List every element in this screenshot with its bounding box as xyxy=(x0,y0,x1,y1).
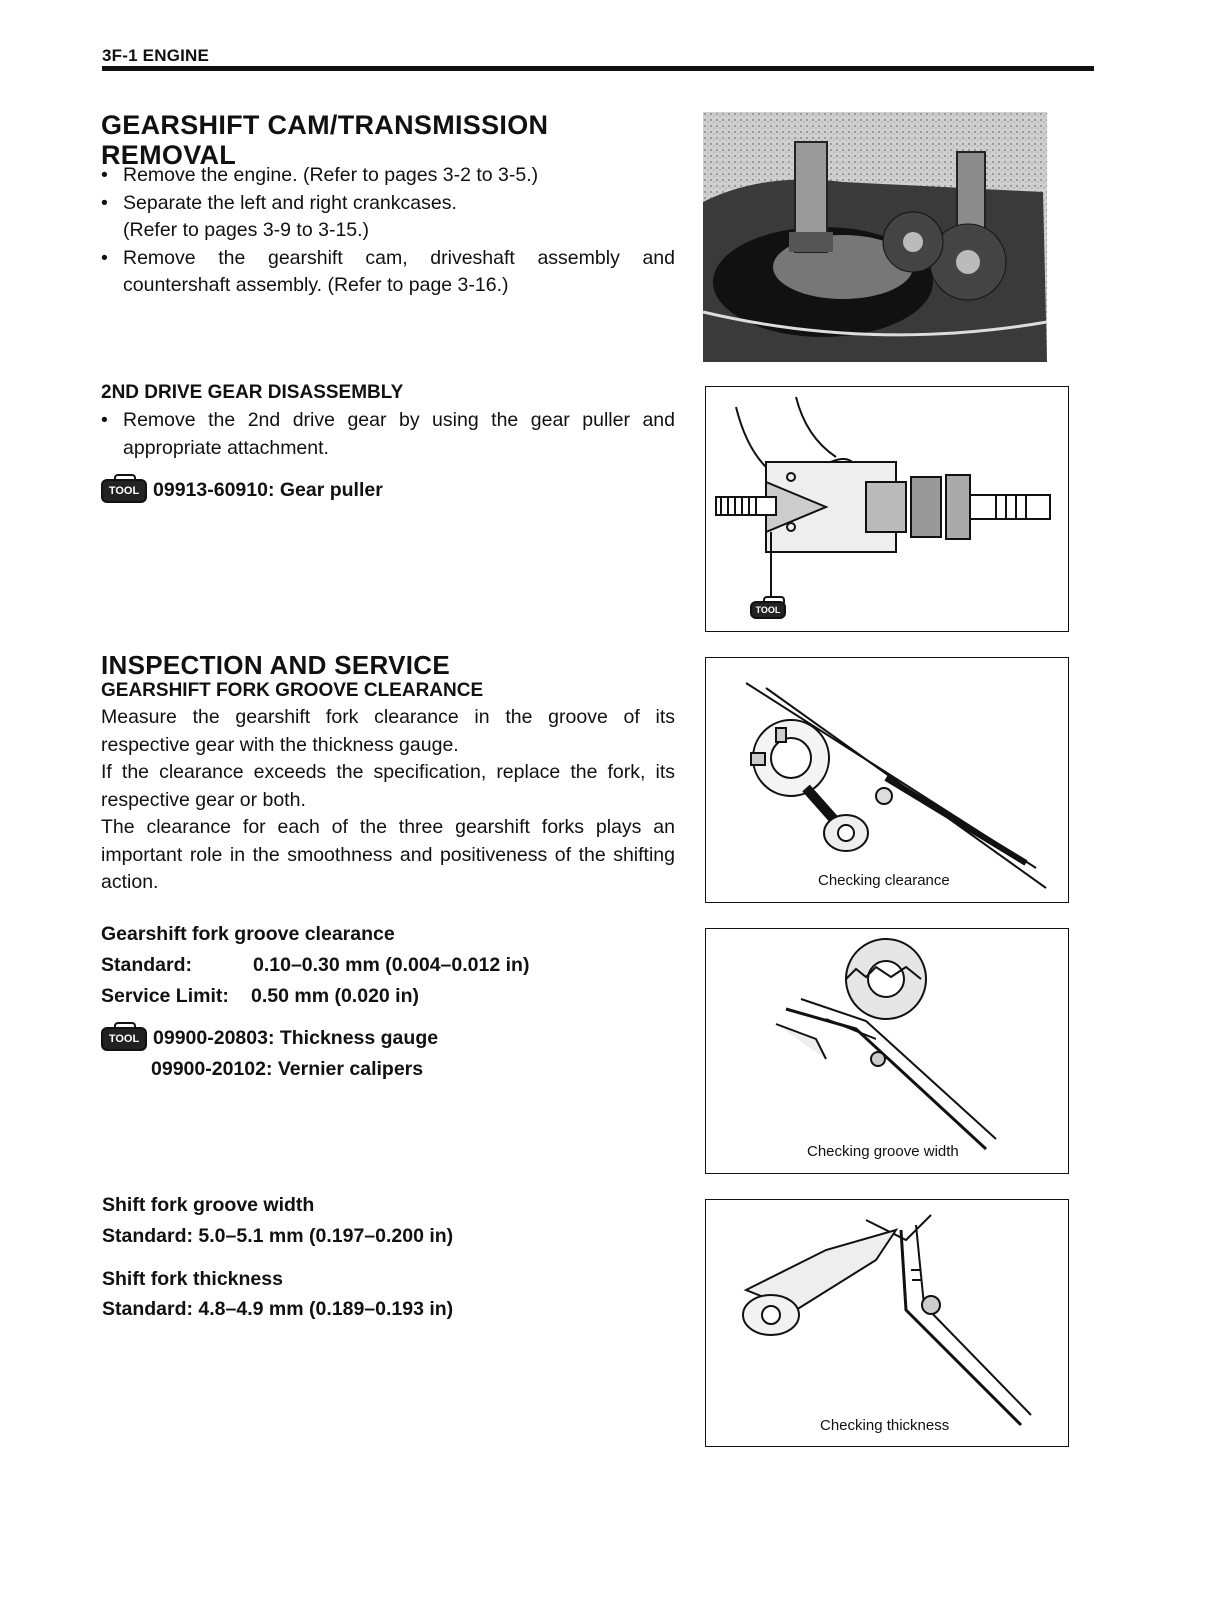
removal-steps xyxy=(101,162,675,300)
tool-icon: TOOL xyxy=(101,479,147,503)
figure-checking-thickness xyxy=(705,1199,1069,1447)
removal-step-2-ref: (Refer to pages 3-9 to 3-15.) xyxy=(123,219,370,241)
section-title-removal xyxy=(101,110,548,170)
inspection-tool-1-text: 09900-20803: Thickness gauge xyxy=(153,1027,439,1049)
inspection-paragraph-3: The clearance for each of the three gearshift forks plays an important role in the smoothness and positiveness of the shifting action. xyxy=(101,816,675,893)
header-rule xyxy=(102,66,1094,71)
gear-puller-tool-text: 09913-60910: Gear puller xyxy=(153,479,383,501)
inspection-text xyxy=(101,704,675,897)
figure-caption-clearance: Checking clearance xyxy=(818,872,950,889)
gear-puller-tool xyxy=(101,475,383,506)
inspection-tool-1 xyxy=(101,1023,438,1054)
figure-caption-thickness: Checking thickness xyxy=(820,1417,950,1434)
section-title-inspection: INSPECTION AND SERVICE xyxy=(101,650,450,680)
drive-gear-step-1: • Remove the 2nd drive gear by using the gear puller and appropriate attachment. xyxy=(101,407,675,462)
section-subtitle-groove-clearance: GEARSHIFT FORK GROOVE CLEARANCE xyxy=(101,680,484,701)
section-title-line2: REMOVAL xyxy=(101,140,237,170)
removal-step-3: • Remove the gearshift cam, driveshaft assembly and countershaft assembly. (Refer to page 3-16.) xyxy=(101,245,675,300)
spec-standard-label: Standard: xyxy=(101,954,193,976)
spec-clearance-standard xyxy=(101,950,529,981)
figure-checking-groove-width xyxy=(705,928,1069,1174)
section-title-line1: GEARSHIFT CAM/TRANSMISSION xyxy=(101,110,549,140)
inspection-tool-2: 09900-20102: Vernier calipers xyxy=(151,1058,424,1080)
groove-width-drawing xyxy=(706,929,1068,1173)
spec-clearance-title: Gearshift fork groove clearance xyxy=(101,923,395,945)
figure-engine-photo xyxy=(703,112,1047,362)
spec-limit-label: Service Limit: xyxy=(101,985,229,1007)
inspection-paragraph-2: If the clearance exceeds the specification, replace the fork, its respective gear or both. xyxy=(101,761,675,811)
spec-service-limit xyxy=(101,981,419,1012)
figure-tool-marker xyxy=(750,601,792,619)
spec-thickness-value: Standard: 4.8–4.9 mm (0.189–0.193 in) xyxy=(102,1298,454,1320)
gear-puller-drawing xyxy=(706,387,1068,631)
figure-caption-groove-width: Checking groove width xyxy=(807,1143,959,1160)
removal-step-2-text: Separate the left and right crankcases. xyxy=(123,191,457,214)
figure-checking-clearance xyxy=(705,657,1069,903)
section-title-2nd-drive-gear: 2ND DRIVE GEAR DISASSEMBLY xyxy=(101,382,404,403)
page-header: 3F-1 ENGINE xyxy=(102,46,210,65)
drive-gear-steps xyxy=(101,407,675,462)
inspection-paragraph-1: Measure the gearshift fork clearance in the groove of its respective gear with the thickness gauge. xyxy=(101,706,675,756)
spec-limit-value: 0.50 mm (0.020 in) xyxy=(251,985,419,1007)
clearance-drawing xyxy=(706,658,1068,902)
spec-standard-value: 0.10–0.30 mm (0.004–0.012 in) xyxy=(253,954,530,976)
tool-icon: TOOL xyxy=(750,601,786,619)
spec-groove-width-title: Shift fork groove width xyxy=(102,1194,315,1216)
removal-step-2 xyxy=(101,190,675,245)
engine-photo-drawing xyxy=(703,112,1047,362)
spec-groove-width-value: Standard: 5.0–5.1 mm (0.197–0.200 in) xyxy=(102,1225,454,1247)
tool-icon: TOOL xyxy=(101,1027,147,1051)
removal-step-1: • Remove the engine. (Refer to pages 3-2 to 3-5.) xyxy=(101,162,675,190)
spec-thickness-title: Shift fork thickness xyxy=(102,1268,283,1290)
figure-gear-puller xyxy=(705,386,1069,632)
thickness-drawing xyxy=(706,1200,1068,1446)
